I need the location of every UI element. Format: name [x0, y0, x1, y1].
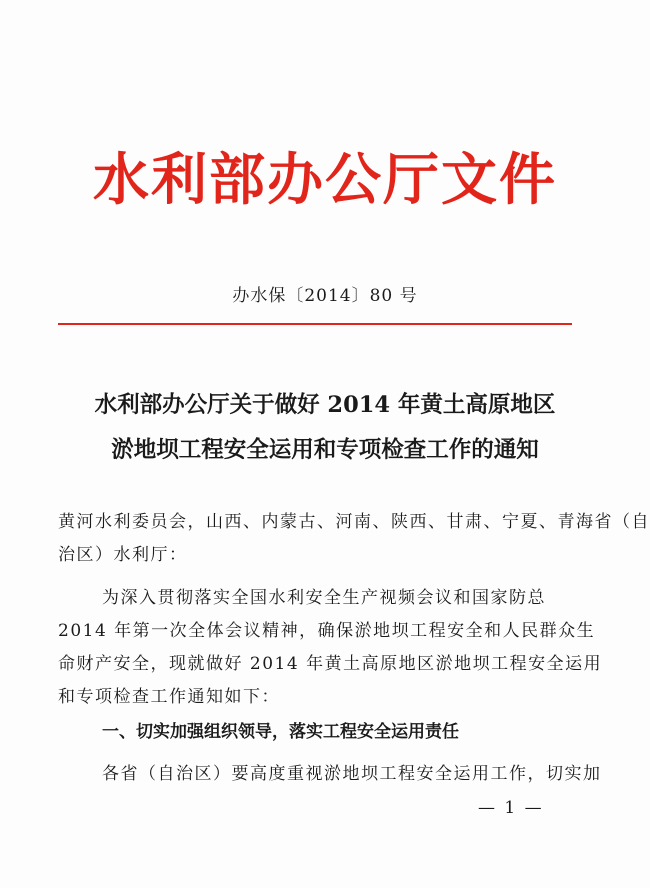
body-line-3: 命财产安全，现就做好 2014 年黄土高原地区淤地坝工程安全运用	[58, 654, 603, 674]
notice-title-line-1: 水利部办公厅关于做好 2014 年黄土高原地区	[94, 392, 556, 418]
section-heading-1: 一、切实加强组织领导，落实工程安全运用责任	[102, 722, 459, 742]
body-line-1: 为深入贯彻落实全国水利安全生产视频会议和国家防总	[102, 588, 546, 608]
body-line-2: 2014 年第一次全体会议精神，确保淤地坝工程安全和人民群众生	[58, 621, 596, 641]
section-body-line-1: 各省（自治区）要高度重视淤地坝工程安全运用工作，切实加	[102, 764, 602, 784]
body-line-4: 和专项检查工作通知如下：	[58, 687, 280, 707]
masthead-title: 水利部办公厅文件	[93, 147, 557, 213]
page-number: — 1 —	[478, 798, 544, 818]
red-divider-line	[58, 323, 572, 325]
document-number: 办水保〔2014〕80 号	[232, 286, 418, 306]
notice-title-line-2: 淤地坝工程安全运用和专项检查工作的通知	[111, 437, 539, 463]
addressee-line-2: 治区）水利厅：	[58, 545, 188, 565]
addressee-line-1: 黄河水利委员会，山西、内蒙古、河南、陕西、甘肃、宁夏、青海省（自	[58, 512, 650, 532]
